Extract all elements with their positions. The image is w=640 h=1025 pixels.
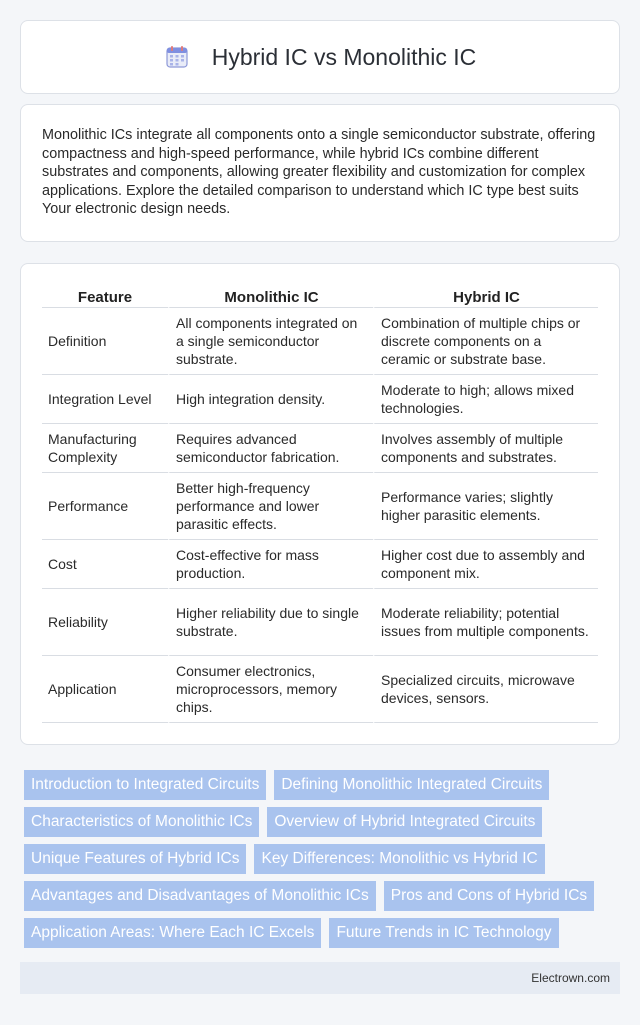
table-header-row (42, 282, 598, 308)
table-row (42, 589, 598, 656)
table-row (42, 308, 598, 375)
table-row (42, 375, 598, 424)
comparison-card (20, 263, 620, 745)
cell-monolithic: High integration density. (168, 375, 373, 424)
link-row (24, 918, 624, 955)
link-characteristics-monolithic[interactable]: Characteristics of Monolithic ICs (24, 807, 259, 837)
cell-feature: Reliability (42, 589, 168, 656)
link-advantages-monolithic[interactable]: Advantages and Disadvantages of Monolithic ICs (24, 881, 376, 911)
link-row (24, 881, 624, 918)
table-row (42, 540, 598, 589)
related-links (24, 770, 624, 955)
cell-feature: Application (42, 656, 168, 723)
footer-text: Electrown.com (531, 971, 610, 985)
cell-monolithic: Higher reliability due to single substrate. (168, 589, 373, 656)
link-row (24, 807, 624, 844)
cell-feature: Manufacturing Complexity (42, 424, 168, 473)
cell-monolithic: Better high-frequency performance and lower parasitic effects. (168, 473, 373, 540)
intro-text: Monolithic ICs integrate all components onto a single semiconductor substrate, offering compactness and high-speed performance, while hybrid ICs combine different substrates and components, allowing greater flexibility and customization for complex applications. Explore the detailed comparison to understand which IC type best suits Your electronic design needs. (42, 127, 596, 218)
cell-monolithic: Requires advanced semiconductor fabrication. (168, 424, 373, 473)
header-feature: Feature (42, 282, 168, 308)
link-application-areas[interactable]: Application Areas: Where Each IC Excels (24, 918, 321, 948)
link-future-trends[interactable]: Future Trends in IC Technology (329, 918, 558, 948)
cell-hybrid: Performance varies; slightly higher parasitic elements. (373, 473, 598, 540)
link-row (24, 770, 624, 807)
footer (20, 962, 620, 994)
cell-feature: Integration Level (42, 375, 168, 424)
cell-hybrid: Combination of multiple chips or discrete components on a ceramic or substrate base. (373, 308, 598, 375)
cell-hybrid: Moderate to high; allows mixed technologies. (373, 375, 598, 424)
calendar-icon (164, 44, 190, 70)
link-overview-hybrid[interactable]: Overview of Hybrid Integrated Circuits (267, 807, 542, 837)
cell-hybrid: Involves assembly of multiple components and substrates. (373, 424, 598, 473)
header-monolithic: Monolithic IC (168, 282, 373, 308)
intro-card (20, 104, 620, 242)
title-card (20, 20, 620, 94)
cell-feature: Definition (42, 308, 168, 375)
cell-hybrid: Higher cost due to assembly and component mix. (373, 540, 598, 589)
cell-monolithic: Consumer electronics, microprocessors, memory chips. (168, 656, 373, 723)
cell-feature: Performance (42, 473, 168, 540)
header-hybrid: Hybrid IC (373, 282, 598, 308)
cell-hybrid: Moderate reliability; potential issues from multiple components. (373, 589, 598, 656)
link-defining-monolithic[interactable]: Defining Monolithic Integrated Circuits (274, 770, 549, 800)
link-pros-cons-hybrid[interactable]: Pros and Cons of Hybrid ICs (384, 881, 594, 911)
cell-feature: Cost (42, 540, 168, 589)
comparison-table (42, 282, 598, 723)
link-unique-hybrid[interactable]: Unique Features of Hybrid ICs (24, 844, 246, 874)
cell-monolithic: Cost-effective for mass production. (168, 540, 373, 589)
page-title: Hybrid IC vs Monolithic IC (211, 43, 477, 70)
table-row (42, 424, 598, 473)
link-intro-ic[interactable]: Introduction to Integrated Circuits (24, 770, 266, 800)
table-row (42, 473, 598, 540)
cell-monolithic: All components integrated on a single semiconductor substrate. (168, 308, 373, 375)
link-key-differences[interactable]: Key Differences: Monolithic vs Hybrid IC (254, 844, 544, 874)
cell-hybrid: Specialized circuits, microwave devices, sensors. (373, 656, 598, 723)
table-row (42, 656, 598, 723)
link-row (24, 844, 624, 881)
